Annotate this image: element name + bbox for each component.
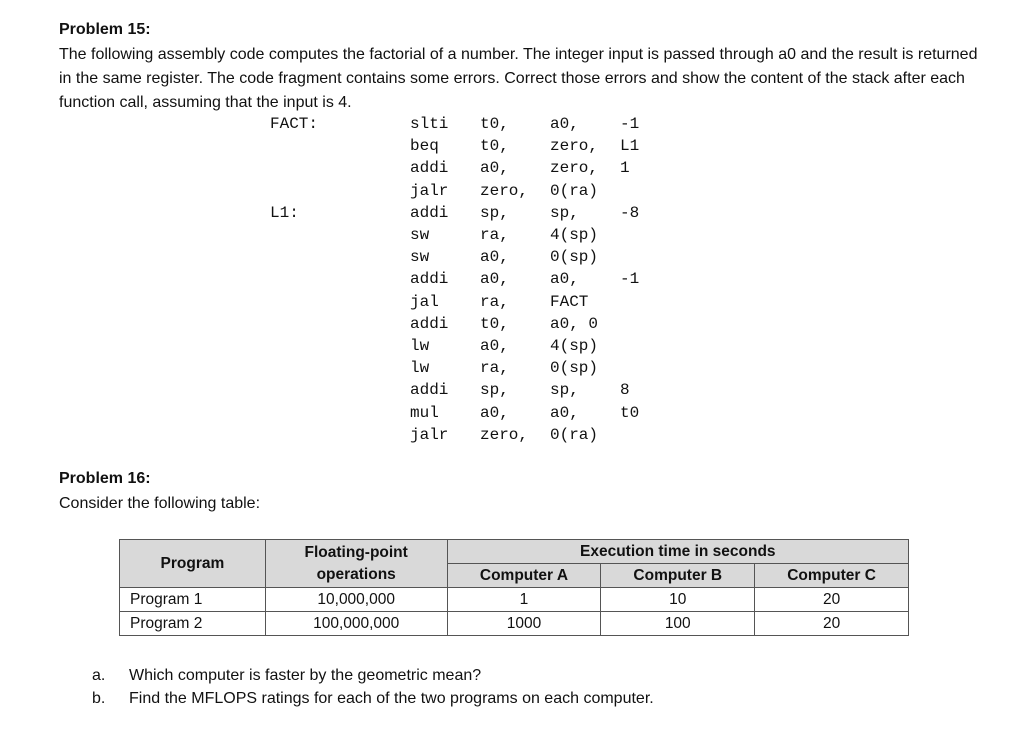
time-cell-computer-c: 20 xyxy=(755,612,909,636)
asm-operand-2: 0(sp) xyxy=(550,359,599,378)
header-computer-c: Computer C xyxy=(755,564,909,588)
asm-opcode: addi xyxy=(410,203,449,222)
asm-operand-2: 0(ra) xyxy=(550,425,599,444)
asm-opcode: jal xyxy=(410,292,439,311)
asm-operand-1: ra, xyxy=(480,359,509,378)
question-item xyxy=(80,664,654,687)
asm-operand-1: a0, xyxy=(480,270,509,289)
asm-opcode: sw xyxy=(410,248,430,267)
asm-opcode: addi xyxy=(410,381,449,400)
asm-operand-1: a0, xyxy=(480,403,509,422)
question-text: Which computer is faster by the geometric mean? xyxy=(129,667,482,684)
asm-operand-2: a0, xyxy=(550,270,579,289)
asm-operand-3: -8 xyxy=(620,203,640,222)
asm-opcode: addi xyxy=(410,270,449,289)
asm-opcode: lw xyxy=(410,337,430,355)
time-cell-computer-a: 1000 xyxy=(447,612,601,636)
asm-operand-2: a0, xyxy=(550,403,579,422)
time-cell-computer-a: 1 xyxy=(447,588,601,612)
question-marker: b. xyxy=(92,690,106,707)
time-cell-computer-c: 20 xyxy=(755,588,909,612)
asm-operand-3: -1 xyxy=(620,270,640,289)
asm-operand-1: sp, xyxy=(480,203,509,222)
table-row xyxy=(120,588,909,612)
asm-operand-1: zero, xyxy=(480,425,529,444)
question-marker: a. xyxy=(92,667,106,684)
asm-operand-3: -1 xyxy=(620,115,640,133)
asm-operand-2: sp, xyxy=(550,381,579,400)
asm-operand-1: ra, xyxy=(480,226,509,244)
asm-operand-2: zero, xyxy=(550,137,599,156)
asm-operand-1: a0, xyxy=(480,159,509,178)
header-execution-time: Execution time in seconds xyxy=(447,540,908,564)
asm-operand-1: zero, xyxy=(480,181,529,200)
asm-operand-2: 0(sp) xyxy=(550,248,599,267)
asm-opcode: lw xyxy=(410,359,430,378)
asm-opcode: jalr xyxy=(410,181,449,200)
header-floating-point-operations: Floating-point operations xyxy=(265,540,447,588)
asm-operand-3: 1 xyxy=(620,159,630,178)
asm-operand-3: L1 xyxy=(620,137,640,156)
flops-cell: 100,000,000 xyxy=(265,612,447,636)
asm-operand-2: a0, xyxy=(550,115,579,133)
asm-operand-1: sp, xyxy=(480,381,509,400)
asm-operand-1: t0, xyxy=(480,137,509,156)
asm-operand-1: ra, xyxy=(480,292,509,311)
question-list xyxy=(80,664,654,710)
asm-label: FACT: xyxy=(270,115,319,133)
asm-opcode: mul xyxy=(410,403,439,422)
asm-opcode: slti xyxy=(410,115,449,133)
asm-operand-2: sp, xyxy=(550,203,579,222)
asm-operand-2: 4(sp) xyxy=(550,226,599,244)
problem-16-title: Problem 16: xyxy=(59,470,151,487)
asm-label: L1: xyxy=(270,203,299,222)
asm-opcode: jalr xyxy=(410,425,449,444)
time-cell-computer-b: 100 xyxy=(601,612,755,636)
asm-operand-1: t0, xyxy=(480,115,509,133)
time-cell-computer-b: 10 xyxy=(601,588,755,612)
header-computer-b: Computer B xyxy=(601,564,755,588)
problem-15-statement: The following assembly code computes the factorial of a number. The integer input is passed through a0 and the result is returned in the same register. The code fragment contains some errors. Correct those errors and show the content of the stack after each function call, assuming that the input is 4. xyxy=(59,46,978,111)
program-name-cell: Program 2 xyxy=(120,612,266,636)
asm-operand-1: a0, xyxy=(480,337,509,355)
asm-operand-2: 0(ra) xyxy=(550,181,599,200)
asm-opcode: addi xyxy=(410,314,449,333)
asm-operand-2: a0, 0 xyxy=(550,314,599,333)
question-text: Find the MFLOPS ratings for each of the two programs on each computer. xyxy=(129,690,654,707)
table-row xyxy=(120,612,909,636)
header-program: Program xyxy=(120,540,266,588)
problem-15-title: Problem 15: xyxy=(59,21,151,38)
asm-opcode: addi xyxy=(410,159,449,178)
question-item xyxy=(80,687,654,710)
program-name-cell: Program 1 xyxy=(120,588,266,612)
asm-operand-2: FACT xyxy=(550,292,589,311)
header-computer-a: Computer A xyxy=(447,564,601,588)
asm-operand-3: 8 xyxy=(620,381,630,400)
asm-operand-1: t0, xyxy=(480,314,509,333)
asm-operand-2: 4(sp) xyxy=(550,337,599,355)
problem-16-statement: Consider the following table: xyxy=(59,495,261,512)
asm-opcode: beq xyxy=(410,137,439,156)
flops-cell: 10,000,000 xyxy=(265,588,447,612)
asm-operand-3: t0 xyxy=(620,403,640,422)
asm-operand-2: zero, xyxy=(550,159,599,178)
asm-operand-1: a0, xyxy=(480,248,509,267)
asm-opcode: sw xyxy=(410,226,430,244)
execution-time-table xyxy=(119,539,909,636)
